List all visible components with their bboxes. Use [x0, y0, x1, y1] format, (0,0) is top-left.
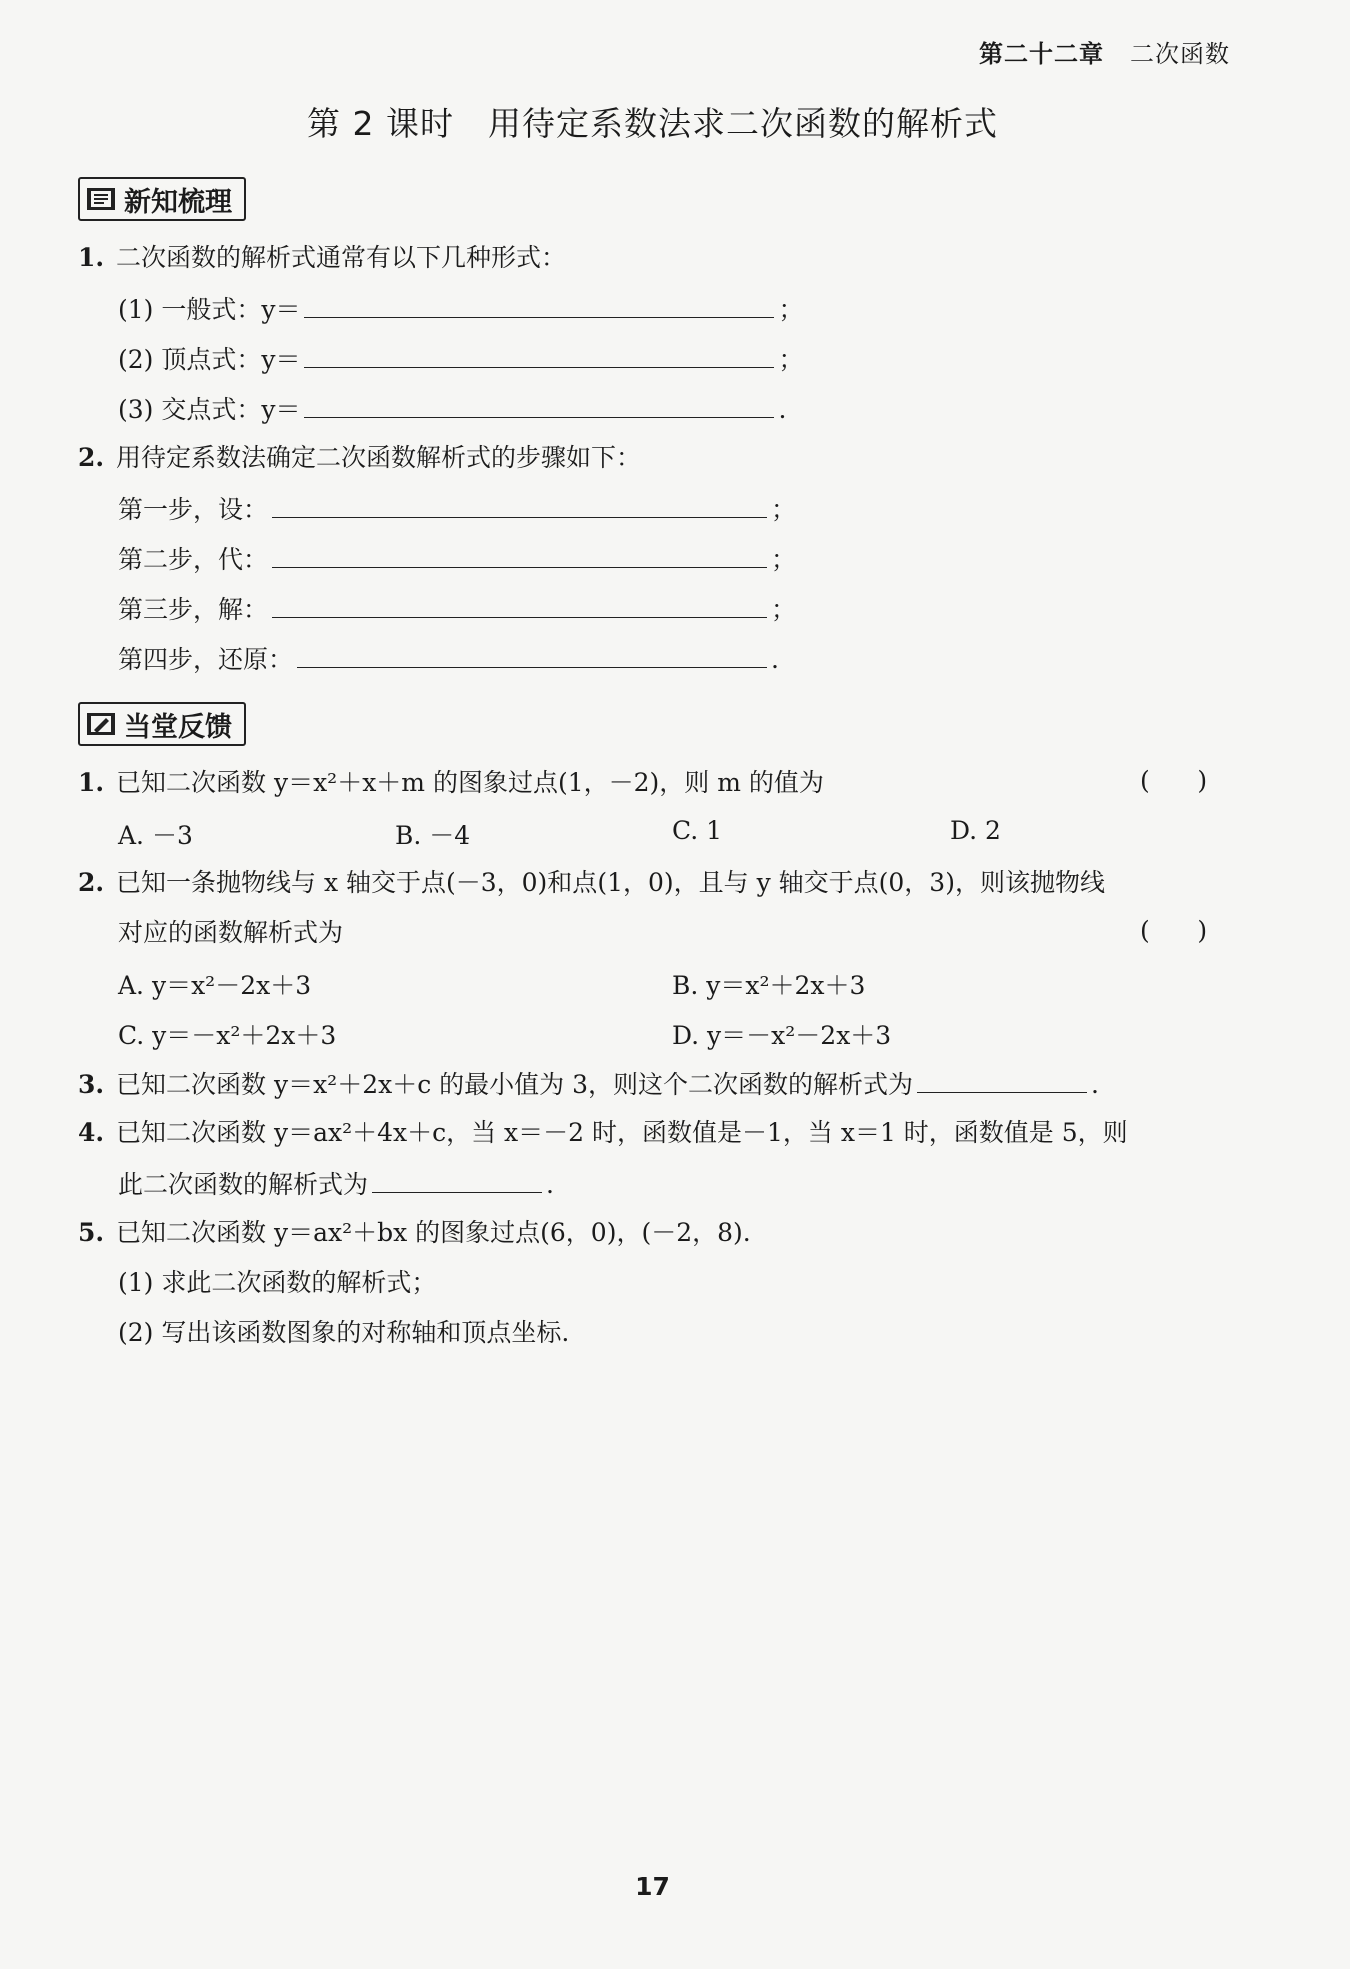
answer-blank[interactable] — [917, 1066, 1087, 1093]
option-d[interactable]: D. y＝－x²－2x＋3 — [672, 1021, 892, 1050]
answer-blank[interactable] — [272, 491, 767, 518]
page-number: 17 — [635, 1872, 670, 1901]
option-b[interactable]: B. －4 — [395, 821, 471, 850]
chapter-topic: 二次函数 — [1130, 40, 1230, 68]
answer-blank[interactable] — [272, 541, 767, 568]
question-text: 已知二次函数 y＝ax²＋bx 的图象过点(6，0)，(－2，8). — [116, 1218, 751, 1247]
question-number: 1. — [78, 768, 105, 797]
sub-question-1: (1) 求此二次函数的解析式； — [118, 1268, 437, 1297]
section-label: 新知梳理 — [124, 186, 232, 218]
question-1 — [78, 241, 566, 275]
feedback-question-5 — [78, 1216, 751, 1250]
section-label: 当堂反馈 — [124, 711, 232, 743]
question-number: 2. — [78, 868, 105, 897]
option-a[interactable]: A. y＝x²－2x＋3 — [118, 971, 312, 1000]
step-2: 第二步，代： ； — [118, 541, 796, 577]
answer-blank[interactable] — [304, 341, 774, 368]
running-header — [979, 34, 1230, 69]
answer-parentheses[interactable]: ( ) — [1140, 916, 1208, 945]
question-text-continued: 对应的函数解析式为 — [118, 918, 344, 947]
answer-blank[interactable] — [304, 291, 774, 318]
question-text: 已知二次函数 y＝ax²＋4x＋c，当 x＝－2 时，函数值是－1，当 x＝1 时，函数值是 5，则 — [116, 1118, 1128, 1147]
lesson-title — [0, 98, 1305, 145]
section-new-knowledge — [78, 177, 246, 221]
answer-blank[interactable] — [304, 391, 774, 418]
option-b[interactable]: B. y＝x²＋2x＋3 — [672, 971, 866, 1000]
answer-blank[interactable] — [272, 591, 767, 618]
option-d[interactable]: D. 2 — [950, 816, 1001, 845]
answer-blank[interactable] — [372, 1166, 542, 1193]
lesson-number: 第 2 课时 — [307, 104, 454, 143]
option-c[interactable]: C. 1 — [672, 816, 723, 845]
form-general: (1) 一般式：y＝ ； — [118, 291, 804, 327]
question-text: 已知一条抛物线与 x 轴交于点(－3，0)和点(1，0)，且与 y 轴交于点(0，3)，则该抛物线 — [116, 868, 1105, 897]
pencil-icon — [86, 711, 116, 737]
answer-blank[interactable] — [297, 641, 767, 668]
form-vertex: (2) 顶点式：y＝ ； — [118, 341, 804, 377]
feedback-question-1 — [78, 766, 824, 800]
question-text: 已知二次函数 y＝x²＋2x＋c 的最小值为 3，则这个二次函数的解析式为 — [116, 1070, 913, 1099]
feedback-question-2 — [78, 866, 1105, 900]
answer-parentheses[interactable]: ( ) — [1140, 766, 1208, 795]
option-c[interactable]: C. y＝－x²＋2x＋3 — [118, 1021, 337, 1050]
section-feedback — [78, 702, 246, 746]
step-1: 第一步，设： ； — [118, 491, 796, 527]
question-number: 2. — [78, 443, 105, 472]
step-3: 第三步，解： ； — [118, 591, 796, 627]
question-2 — [78, 441, 641, 475]
question-number: 1. — [78, 243, 105, 272]
question-text: 二次函数的解析式通常有以下几种形式： — [116, 243, 567, 272]
question-text: 已知二次函数 y＝x²＋x＋m 的图象过点(1，－2)，则 m 的值为 — [116, 768, 824, 797]
question-number: 4. — [78, 1118, 105, 1147]
book-icon — [86, 186, 116, 212]
sub-question-2: (2) 写出该函数图象的对称轴和顶点坐标. — [118, 1318, 570, 1347]
question-text-continued: 此二次函数的解析式为 . — [118, 1166, 554, 1202]
question-number: 3. — [78, 1070, 105, 1099]
lesson-name: 用待定系数法求二次函数的解析式 — [487, 104, 998, 143]
feedback-question-3: 3. 已知二次函数 y＝x²＋2x＋c 的最小值为 3，则这个二次函数的解析式为 . — [78, 1066, 1099, 1102]
chapter-label: 第二十二章 — [979, 40, 1104, 68]
feedback-question-4 — [78, 1116, 1128, 1150]
step-4: 第四步，还原： . — [118, 641, 779, 677]
question-text: 用待定系数法确定二次函数解析式的步骤如下： — [116, 443, 642, 472]
question-number: 5. — [78, 1218, 105, 1247]
form-intercept: (3) 交点式：y＝ . — [118, 391, 786, 427]
option-a[interactable]: A. －3 — [118, 821, 193, 850]
